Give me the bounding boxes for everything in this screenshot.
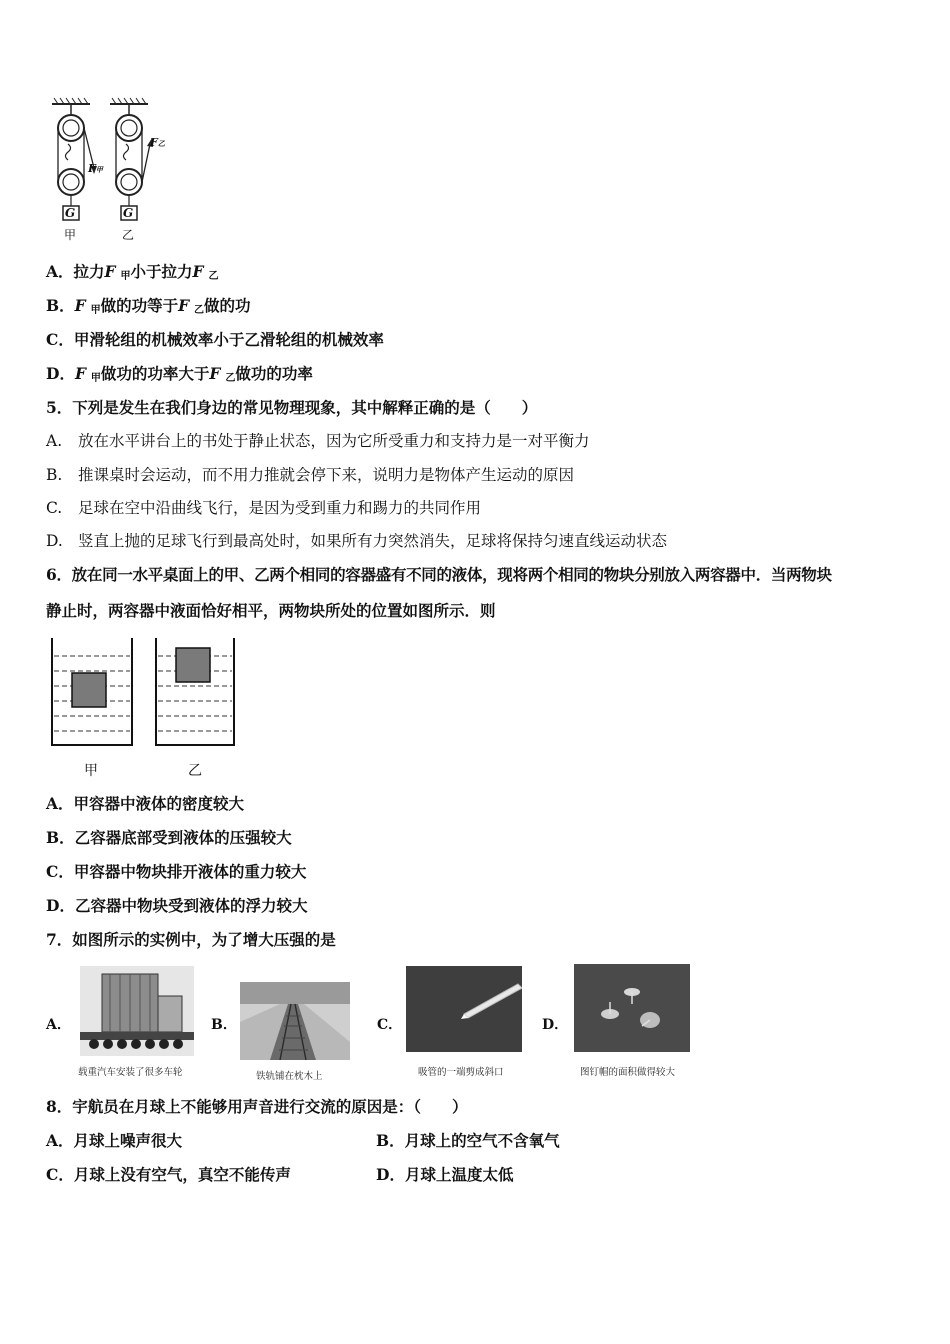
- q7-option-a-letter[interactable]: A．: [46, 1017, 71, 1033]
- q4-option-c[interactable]: C．甲滑轮组的机械效率小于乙滑轮组的机械效率: [46, 330, 384, 349]
- q6-option-b[interactable]: B．乙容器底部受到液体的压强较大: [46, 828, 292, 847]
- option-letter: B．: [46, 296, 75, 315]
- q7-caption-d: 图钉帽的面积做得较大: [580, 1067, 676, 1078]
- q8-option-a[interactable]: A．月球上噪声很大: [46, 1131, 183, 1150]
- q7-photo-truck: [80, 966, 194, 1056]
- q5-option-d[interactable]: D. 竖直上抛的足球飞行到最高处时，如果所有力突然消失，足球将保持匀速直线运动状态: [46, 532, 668, 550]
- q8-option-c[interactable]: C．月球上没有空气，真空不能传声: [46, 1165, 291, 1184]
- pulley-figure: [46, 96, 186, 246]
- q8-option-d[interactable]: D．月球上温度太低: [376, 1165, 514, 1184]
- q7-caption-a: 载重汽车安装了很多车轮: [78, 1067, 183, 1078]
- force-label-jia: F甲: [88, 162, 103, 175]
- q7-photo-straw: [406, 966, 522, 1052]
- q7-caption-b: 铁轨铺在枕木上: [256, 1071, 323, 1082]
- fig-label-yi: 乙: [188, 763, 202, 779]
- weight-label-yi: G: [123, 206, 134, 220]
- option-letter: D．: [46, 364, 75, 383]
- q4-option-b[interactable]: B．F $_甲$做的功等于F $_乙$做的功: [46, 296, 251, 316]
- q5-option-a[interactable]: A. 放在水平讲台上的书处于静止状态，因为它所受重力和支持力是一对平衡力: [46, 432, 590, 450]
- q6-option-a[interactable]: A．甲容器中液体的密度较大: [46, 794, 245, 813]
- q5-option-b[interactable]: B. 推课桌时会运动，而不用力推就会停下来，说明力是物体产生运动的原因: [46, 466, 575, 484]
- q7-photo-railway: [240, 982, 350, 1060]
- fig-label-yi: 乙: [122, 228, 135, 242]
- pulley-diagram: [46, 96, 186, 246]
- q7-option-c-letter[interactable]: C．: [377, 1017, 403, 1033]
- q7-option-b-letter[interactable]: B．: [211, 1017, 237, 1033]
- straw-image: [406, 966, 522, 1052]
- thumbtack-image: [574, 964, 690, 1052]
- q6-option-d[interactable]: D．乙容器中物块受到液体的浮力较大: [46, 896, 308, 915]
- option-letter: A．: [46, 262, 74, 281]
- force-label-yi: F乙: [150, 136, 165, 149]
- q5-option-c[interactable]: C. 足球在空中沿曲线飞行，是因为受到重力和踢力的共同作用: [46, 499, 482, 517]
- q4-option-d[interactable]: D．F $_甲$做功的功率大于F $_乙$做功的功率: [46, 364, 313, 384]
- q7-stem: 7．如图所示的实例中，为了增大压强的是: [46, 930, 336, 949]
- q8-stem: 8．宇航员在月球上不能够用声音进行交流的原因是：（ ）: [46, 1097, 468, 1116]
- container-figure: [48, 638, 248, 783]
- fig-label-jia: 甲: [84, 763, 98, 779]
- fig-label-jia: 甲: [64, 228, 77, 242]
- q7-option-d-letter[interactable]: D．: [542, 1017, 569, 1033]
- q6-option-c[interactable]: C．甲容器中物块排开液体的重力较大: [46, 862, 307, 881]
- q7-caption-c: 吸管的一端剪成斜口: [418, 1067, 504, 1078]
- containers-diagram: [48, 638, 248, 748]
- option-letter: C．: [46, 330, 74, 349]
- q6-stem-line2: 静止时，两容器中液面恰好相平，两物块所处的位置如图所示．则: [46, 601, 496, 620]
- q4-option-a[interactable]: A．拉力F $_甲$小于拉力F $_乙$: [46, 262, 219, 282]
- truck-image: [80, 966, 194, 1056]
- q8-option-b[interactable]: B．月球上的空气不含氧气: [376, 1131, 560, 1150]
- q5-stem: 5．下列是发生在我们身边的常见物理现象，其中解释正确的是（ ）: [46, 398, 538, 417]
- weight-label-jia: G: [65, 206, 76, 220]
- railway-image: [240, 982, 350, 1060]
- q7-photo-thumbtack: [574, 964, 690, 1052]
- q6-stem-line1: 6．放在同一水平桌面上的甲、乙两个相同的容器盛有不同的液体，现将两个相同的物块分别放入两容器中．当两物块: [46, 565, 832, 584]
